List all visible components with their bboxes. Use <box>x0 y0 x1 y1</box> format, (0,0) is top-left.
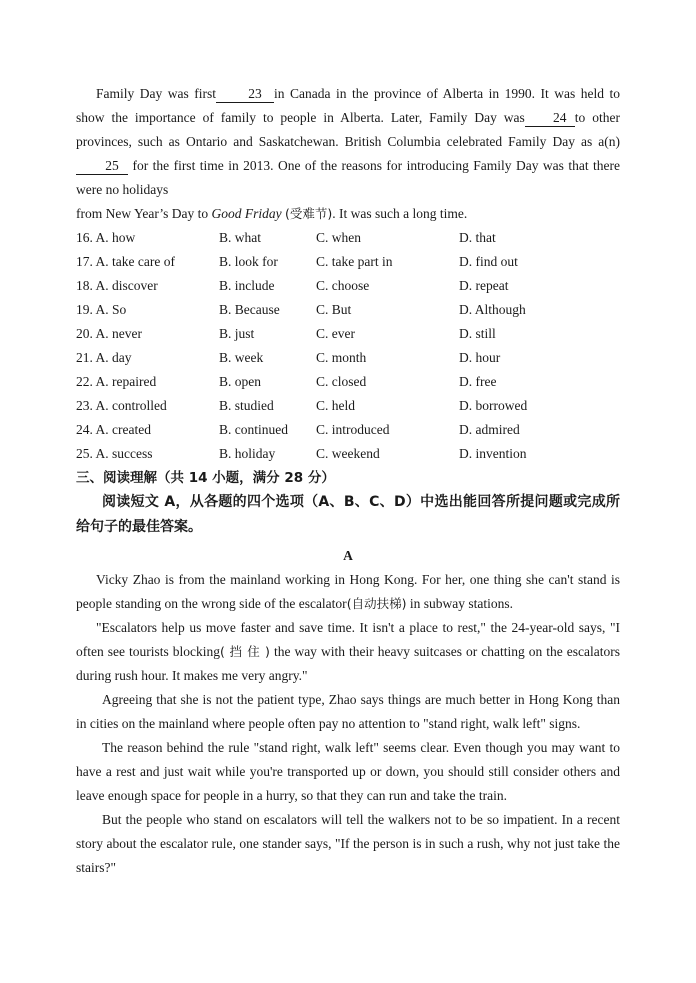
section-heading: 三、阅读理解（共 14 小题，满分 28 分） <box>76 470 335 486</box>
option-a: 16. A. how <box>76 230 136 245</box>
passage-paragraph: But the people who stand on escalators will tell the walkers not to be so impatient. In a recent story about the escalator rule, one stander says, "If the person is in such a rush, why not just take the stairs?" <box>76 812 620 875</box>
option-c: C. take part in <box>316 254 393 269</box>
passage-text: in subway stations. <box>406 596 513 611</box>
option-b: B. studied <box>219 398 274 413</box>
option-a: 21. A. day <box>76 350 132 365</box>
option-a: 20. A. never <box>76 326 142 341</box>
option-a: 18. A. discover <box>76 278 158 293</box>
option-c: C. But <box>316 302 352 317</box>
cloze-text: in Canada in the province of Alberta in 1990. It was held to show the importance of family to people in Alberta. Later, Family Day was <box>76 86 620 125</box>
option-a: 25. A. success <box>76 446 153 461</box>
option-row <box>76 394 620 418</box>
option-d: D. invention <box>459 446 527 461</box>
blank-24: 24 <box>525 109 575 127</box>
section-instruction: 阅读短文 A，从各题的四个选项（A、B、C、D）中选出能回答所提问题或完成所给句子的最佳答案。 <box>76 494 620 535</box>
option-b: B. holiday <box>219 446 276 461</box>
passage-text: Vicky Zhao is from the mainland working in Hong Kong. For her, one thing she can't stand is people standing on the wrong side of the escalator <box>76 572 620 611</box>
option-c: C. month <box>316 350 367 365</box>
option-d: D. hour <box>459 350 501 365</box>
option-b: B. Because <box>219 302 280 317</box>
blank-23: 23 <box>216 85 274 103</box>
option-c: C. closed <box>316 374 367 389</box>
option-c: C. weekend <box>316 446 380 461</box>
option-c: C. introduced <box>316 422 390 437</box>
options-list <box>76 226 620 466</box>
passage-paragraph: The reason behind the rule "stand right, walk left" seems clear. Even though you may want to have a rest and just wait while you're transported up or down, you should still consider others and leave enough space for people in a hurry, so that they can run and take the train. <box>76 740 620 803</box>
option-c: C. choose <box>316 278 370 293</box>
option-b: B. open <box>219 374 261 389</box>
option-a: 24. A. created <box>76 422 151 437</box>
option-d: D. borrowed <box>459 398 528 413</box>
passage-paragraph <box>76 568 620 616</box>
option-c: C. when <box>316 230 361 245</box>
blank-25: 25 <box>76 157 128 175</box>
cloze-text: for the first time in 2013. One of the reasons for introducing Family Day was that there were no holidays <box>76 158 621 197</box>
cloze-paragraph <box>76 82 620 202</box>
chinese-gloss: ( 挡 住 ) <box>220 644 270 659</box>
option-a: 19. A. So <box>76 302 127 317</box>
option-d: D. still <box>459 326 496 341</box>
cloze-text: Family Day was first <box>96 86 216 101</box>
option-a: 22. A. repaired <box>76 374 157 389</box>
option-row <box>76 346 620 370</box>
option-row <box>76 418 620 442</box>
option-b: B. what <box>219 230 261 245</box>
option-d: D. repeat <box>459 278 509 293</box>
option-d: D. free <box>459 374 497 389</box>
option-b: B. week <box>219 350 264 365</box>
option-d: D. find out <box>459 254 518 269</box>
option-b: B. look for <box>219 254 278 269</box>
option-row <box>76 226 620 250</box>
chinese-gloss: (受难节) <box>284 206 333 221</box>
passage-paragraph: Agreeing that she is not the patient type, Zhao says things are much better in Hong Kong than in cities on the mainland where people often pay no attention to "stand right, walk left" signs. <box>76 692 620 731</box>
cloze-italic-text: Good Friday <box>211 206 282 221</box>
option-b: B. include <box>219 278 275 293</box>
option-d: D. that <box>459 230 496 245</box>
option-b: B. just <box>219 326 255 341</box>
chinese-gloss: (自动扶梯) <box>346 596 407 611</box>
document-page <box>76 82 620 880</box>
option-row <box>76 442 620 466</box>
option-row <box>76 250 620 274</box>
option-row <box>76 274 620 298</box>
passage-text: "Escalators help us move faster and save time. It isn't a place to rest," the 24-year-old says, "I often see tourists blocking <box>76 620 620 659</box>
cloze-text: . It was such a long time. <box>332 206 468 221</box>
option-c: C. held <box>316 398 355 413</box>
option-a: 23. A. controlled <box>76 398 167 413</box>
option-row <box>76 322 620 346</box>
cloze-text: from New Year’s Day to <box>76 206 209 221</box>
option-b: B. continued <box>219 422 288 437</box>
cloze-paragraph-continued <box>76 202 620 226</box>
cloze-text: to other provinces, such as Ontario and Saskatchewan. British Columbia celebrated Family Day as a(n) <box>76 110 620 149</box>
option-row <box>76 370 620 394</box>
option-a: 17. A. take care of <box>76 254 175 269</box>
passage-title: A <box>343 548 353 563</box>
passage-paragraph <box>76 616 620 688</box>
option-c: C. ever <box>316 326 355 341</box>
passage-text: the way with their heavy suitcases or chatting on the escalators during rush hour. It makes me very angry." <box>76 644 620 683</box>
option-row <box>76 298 620 322</box>
option-d: D. admired <box>459 422 520 437</box>
option-d: D. Although <box>459 302 526 317</box>
